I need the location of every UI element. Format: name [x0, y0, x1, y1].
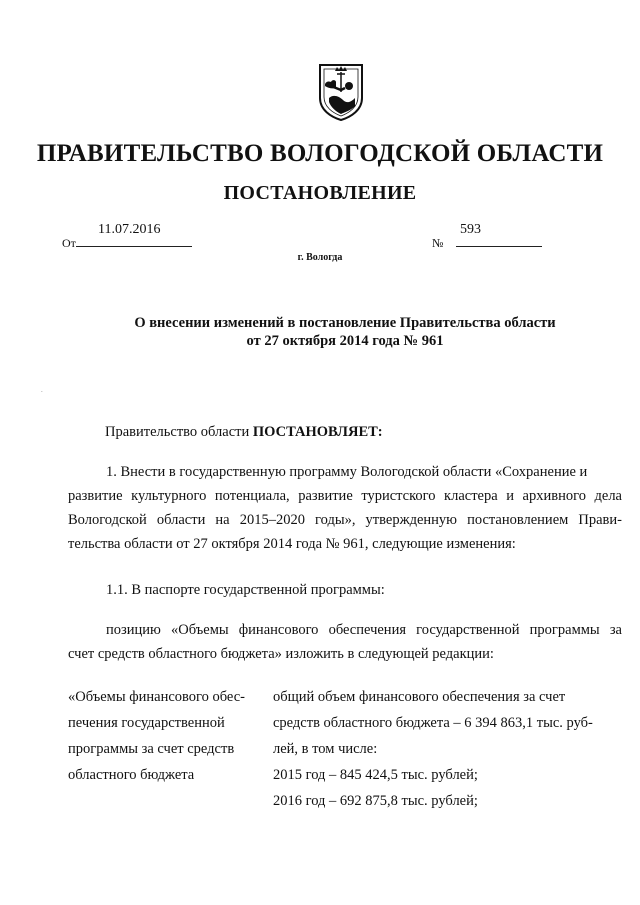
table-right-column [273, 684, 621, 814]
paragraph-1-1: 1.1. В паспорте государственной программы: [106, 582, 385, 598]
table-cell-line: 2016 год – 692 875,8 тыс. рублей; [273, 793, 478, 809]
paragraph-line: счет средств областного бюджета» изложить в следующей редакции: [68, 646, 494, 662]
subject-line: О внесении изменений в постановление Правительства области [134, 315, 556, 331]
paragraph-line: Вологодской области на 2015–2020 годы», утвержденную постановлением Прави- [68, 512, 622, 528]
paragraph-1 [68, 460, 622, 556]
number-prefix: № [432, 236, 444, 250]
table-cell-line: областного бюджета [68, 767, 195, 783]
document-subject [60, 314, 630, 350]
date-prefix: От [62, 236, 76, 250]
date-underline [76, 246, 192, 247]
paragraph-line: 1. Внести в государственную программу Вологодской области «Сохранение и [106, 464, 588, 480]
paragraph-line: тельства области от 27 октября 2014 года № 961, следующие изменения: [68, 536, 516, 552]
document-number: 593 [460, 222, 481, 237]
paragraph-line: позицию «Объемы финансового обеспечения государственной программы за [106, 622, 622, 638]
document-date: 11.07.2016 [98, 222, 161, 237]
table-cell-line: 2015 год – 845 424,5 тыс. рублей; [273, 767, 478, 783]
table-cell-line: общий объем финансового обеспечения за счет [273, 689, 566, 705]
coat-of-arms-icon [317, 62, 365, 122]
government-title: ПРАВИТЕЛЬСТВО ВОЛОГОДСКОЙ ОБЛАСТИ [36, 140, 604, 167]
paragraph-1-2 [68, 618, 622, 666]
number-underline [456, 246, 542, 247]
document-type: ПОСТАНОВЛЕНИЕ [223, 182, 417, 204]
table-cell-line: печения государственной [68, 715, 225, 731]
paragraph-line: развитие культурного потенциала, развитие туристского кластера и архивного дела [68, 488, 622, 504]
subject-line: от 27 октября 2014 года № 961 [246, 333, 444, 349]
table-cell-line: лей, в том числе: [273, 741, 378, 757]
intro-paragraph [105, 420, 383, 444]
table-left-column [68, 684, 264, 788]
city: г. Вологда [297, 252, 343, 263]
intro-keyword: ПОСТАНОВЛЯЕТ: [252, 424, 383, 440]
table-cell-line: средств областного бюджета – 6 394 863,1 тыс. руб- [273, 715, 593, 731]
scan-mark: . [41, 386, 43, 394]
intro-text: Правительство области [105, 424, 253, 440]
table-cell-line: «Объемы финансового обес- [68, 689, 245, 705]
table-cell-line: программы за счет средств [68, 741, 235, 757]
